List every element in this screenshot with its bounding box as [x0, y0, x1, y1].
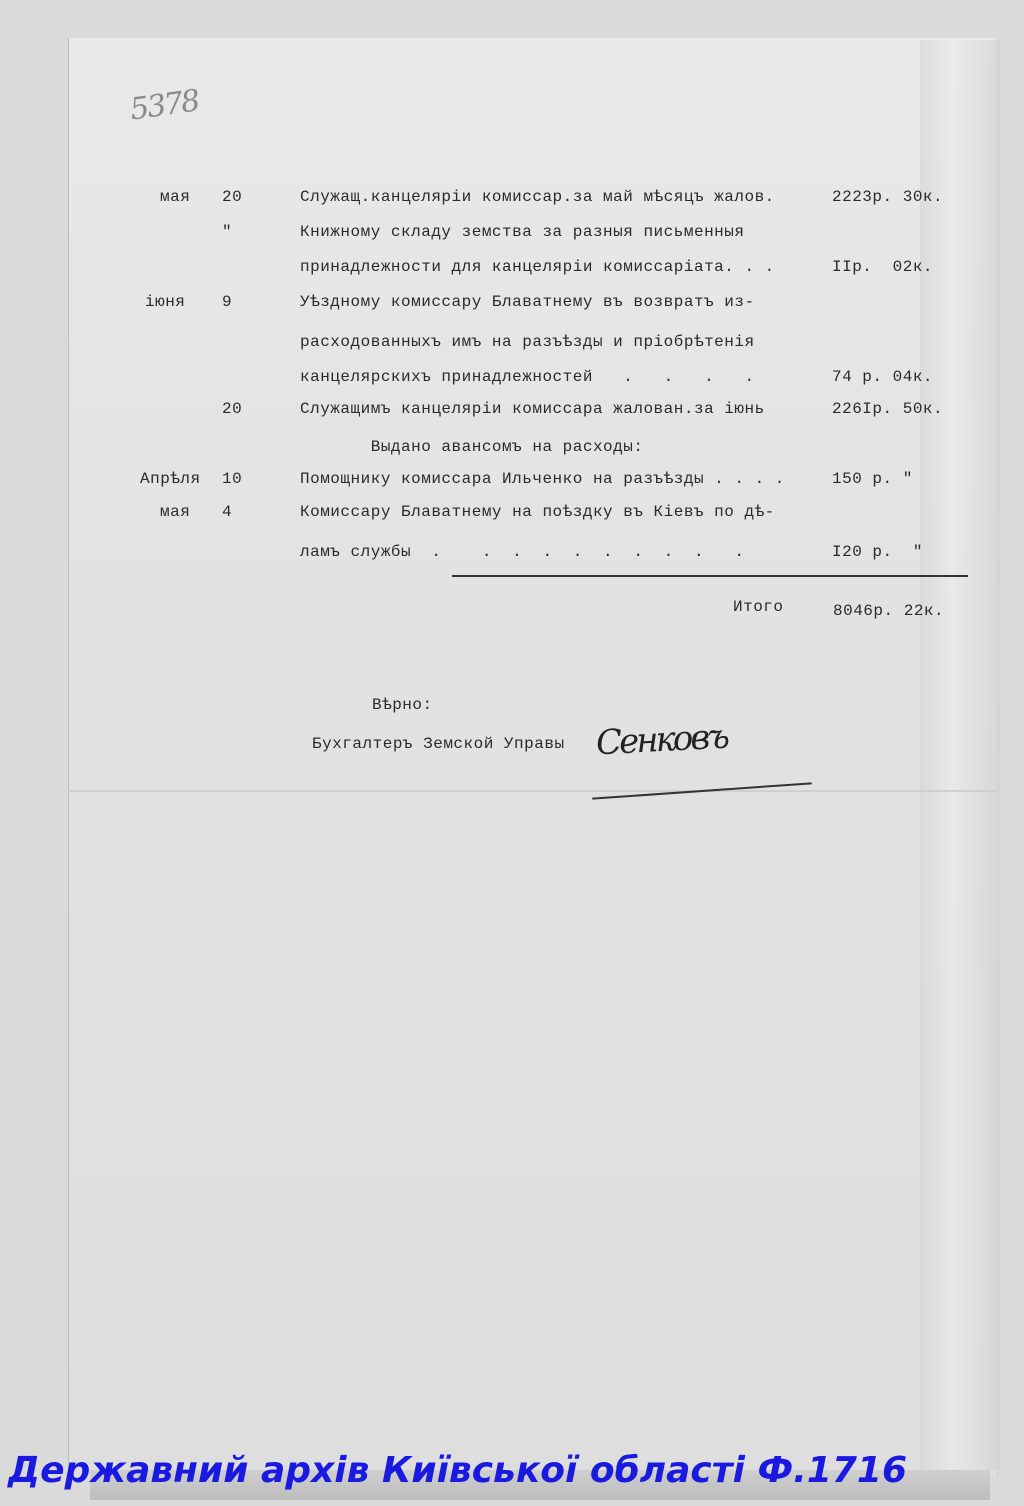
- row-amount: 226Iр. 50к.: [832, 400, 944, 418]
- paper-fold: [920, 40, 1000, 1470]
- row-text: принадлежности для канцеляріи комиссаріата. . .: [300, 258, 775, 276]
- row-day: ": [222, 223, 233, 241]
- row-text: Помощнику комиссара Ильченко на разъѣзды . . . .: [300, 470, 785, 488]
- row-day: 20: [222, 188, 243, 206]
- row-text: канцелярскихъ принадлежностей . . . .: [300, 368, 755, 386]
- archive-footer: Державний архів Київської області Ф.1716: [8, 1450, 908, 1491]
- row-text: Уѣздному комиссару Блаватнему въ возвратъ из-: [300, 293, 755, 311]
- total-amount: 8046р. 22к.: [833, 602, 945, 620]
- row-month: мая: [160, 188, 191, 206]
- row-month: мая: [160, 503, 191, 521]
- row-amount: 74 р. 04к.: [832, 368, 934, 386]
- row-day: 20: [222, 400, 243, 418]
- row-amount: 150 р. ": [832, 470, 913, 488]
- row-day: 4: [222, 503, 233, 521]
- row-day: 10: [222, 470, 243, 488]
- row-text: Комиссару Блаватнему на поѣздку въ Кіевъ по дѣ-: [300, 503, 775, 521]
- accountant-title: Бухгалтеръ Земской Управы: [312, 735, 565, 753]
- row-text: расходованныхъ имъ на разъѣзды и пріобрѣтенія: [300, 333, 755, 351]
- row-text: ламъ службы . . . . . . . . . .: [300, 543, 745, 561]
- row-month: Апрѣля: [140, 470, 201, 488]
- row-text: Служащимъ канцеляріи комиссара жалован.за іюнь: [300, 400, 765, 418]
- document-sheet: [68, 38, 998, 1478]
- handwritten-signature: Сенковъ: [595, 716, 728, 764]
- row-month: іюня: [145, 293, 186, 311]
- row-amount: 2223р. 30к.: [832, 188, 944, 206]
- total-label: Итого: [733, 598, 784, 616]
- verno-label: Вѣрно:: [372, 696, 433, 714]
- row-text: Книжному складу земства за разныя письменныя: [300, 223, 745, 241]
- row-amount: IIр. 02к.: [832, 258, 934, 276]
- pencil-archive-number: 5378: [127, 83, 201, 128]
- row-text: Выдано авансомъ на расходы:: [300, 438, 644, 456]
- row-amount: I20 р. ": [832, 543, 923, 561]
- fold-crease: [68, 790, 996, 792]
- row-day: 9: [222, 293, 233, 311]
- total-rule: [452, 575, 968, 577]
- row-text: Служащ.канцеляріи комиссар.за май мѣсяцъ жалов.: [300, 188, 775, 206]
